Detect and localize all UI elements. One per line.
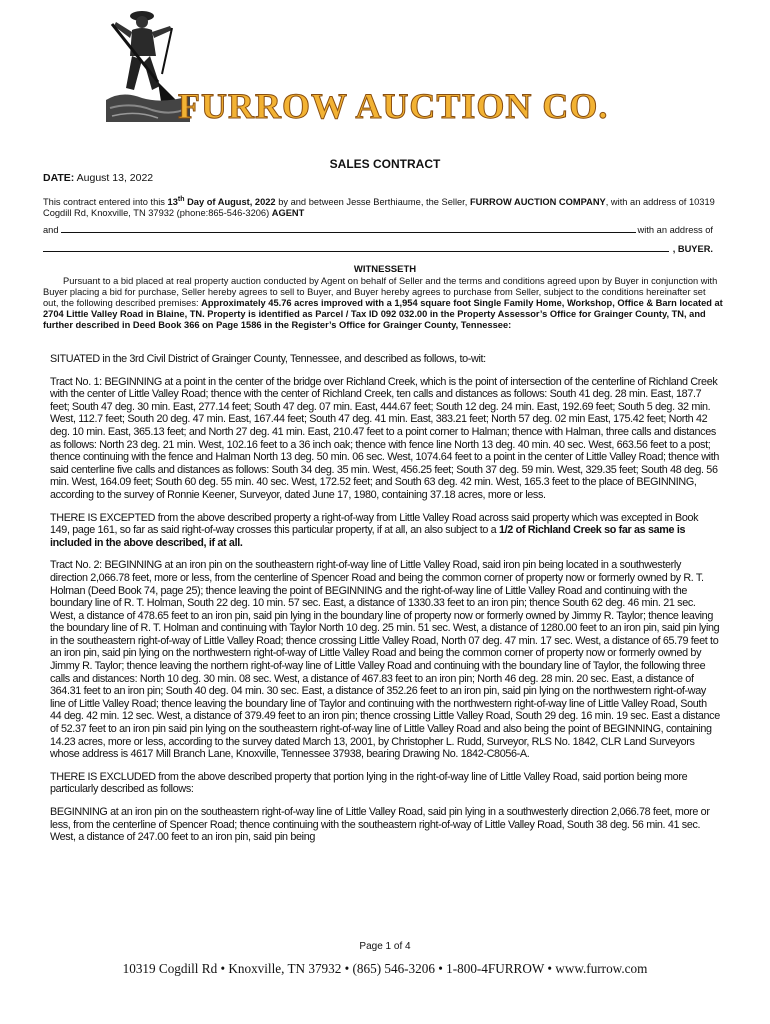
- with-address-label: with an address of: [637, 225, 713, 235]
- intro-day-suffix: th: [177, 196, 185, 203]
- excepted-text: THERE IS EXCEPTED from the above described property a right-of-way from Little Valley Road across said property which was excepted in Book 149, page 161, so far as said right-of-way crosses this particular property, if at all, an also subject to a: [50, 511, 699, 537]
- document-title: SALES CONTRACT: [329, 157, 441, 171]
- page-number: Page 1 of 4: [359, 941, 411, 952]
- intro-day-number: 13: [167, 197, 178, 208]
- intro-text-1: This contract entered into this: [43, 197, 168, 208]
- footer-address: 10319 Cogdill Rd • Knoxville, TN 37932 • (865) 546-3206 • 1-800-4FURROW • www.furrow.com: [122, 961, 648, 976]
- contract-date: [43, 172, 153, 184]
- beginning-paragraph: BEGINNING at an iron pin on the southeastern right-of-way line of Little Valley Road, said pin lying in a southwesterly direction 2,066.78 feet, more or less, from the centerline of Spencer Road; thence continuing with the southeastern right-of-way of Little Valley Road, South 38 deg. 56 min. 41 sec. West, a distance of 247.00 feet to an iron pin, said pin being: [50, 806, 710, 844]
- buyer-name-line: [43, 225, 713, 235]
- excluded-paragraph: THERE IS EXCLUDED from the above described property that portion lying in the right-of-way line of Little Valley Road, said portion being more particularly described as follows:: [50, 770, 688, 796]
- pursuant-text: Pursuant to a bid placed at real property auction conducted by Agent on behalf of Seller and the terms and conditions agreed upon by Buyer in conjunction with Buyer placing a bid for purchase, Seller hereby agrees to sell to Buyer, and Buyer hereby agrees to purchase from Seller, subject to the conditions hereinafter set out, the following described premises:: [43, 276, 718, 308]
- buyer-name-blank[interactable]: [61, 232, 636, 233]
- tract-1-paragraph: Tract No. 1: BEGINNING at a point in the center of the bridge over Richland Creek, which is the point of intersection of the centerline of Richland Creek with the center of Little Valley Road; thence with the center of Richland Creek, ten calls and distances as follows: South 41 deg. 28 min. East, 187.7 feet; South 47 deg. 30 min. East, 277.14 feet; South 47 deg. 07 min. East, 444.67 feet; South 12 deg. 24 min. East, 192.69 feet; South 5 deg. 32 min. West, 112.7 feet; South 20 deg. 47 min. East, 167.44 feet; South 47 deg. 41 min. East, 383.21 feet; North 57 deg. 02 min East, 175.42 feet; North 42 deg. 10 min. East, 365.13 feet; and North 27 deg. 41 min. East, 210.47 feet to a point corner to Halman; thence with Halman, three calls and distances as follows: North 23 deg. 21 min. West, 102.16 feet to a 36 inch oak; thence with fence line North 13 deg. 40 min. 40 sec. West, 663.56 feet to a post; thence continuing with the fence and Halman North 13 deg. 50 min. 06 sec. West, 1074.64 feet to a point in the center of Little Valley Road; thence with said centerline five calls and distances as follows: South 34 deg. 35 min. West, 456.25 feet; South 37 deg. 59 min. West, 329.35 feet; South 48 deg. 56 min. West, 164.09 feet; South 60 deg. 55 min. 40 sec. West, 172.52 feet; and South 63 deg. 42 min. West, 165.3 feet to the place of BEGINNING, according to the survey of Ronnie Keener, Surveyor, dated June 17, 1980, containing 37.18 acres, more or less.: [50, 375, 720, 501]
- and-label: and: [43, 225, 59, 235]
- company-name: FURROW AUCTION CO.: [178, 86, 609, 126]
- buyer-label: , BUYER.: [672, 244, 713, 254]
- intro-agent: AGENT: [271, 208, 305, 219]
- excepted-bold-text: 1/2 of Richland Creek so far as same is included in the above described, if at all.: [50, 524, 686, 549]
- situated-paragraph: SITUATED in the 3rd Civil District of Grainger County, Tennessee, and described as follows, to-wit:: [50, 353, 486, 365]
- date-value: August 13, 2022: [76, 172, 154, 184]
- intro-company: FURROW AUCTION COMPANY: [469, 197, 606, 208]
- buyer-address-blank[interactable]: [43, 251, 669, 252]
- excepted-paragraph: [50, 512, 720, 550]
- pursuant-property-description: Approximately 45.76 acres improved with a 1,954 square foot Single Family Home, Workshop, Office & Barn located at 2704 Little Valley Road in Blaine, TN. Property is identified as Parcel / Tax ID 092 032.00 in the Property Assessor’s Office for Grainger County, TN, and further described in Deed Book 366 on Page 1586 in the Register’s Office for Grainger County, Tennessee:: [43, 298, 723, 330]
- intro-text-3: , with an address of 10319 Cogdill Rd, Knoxville, TN 37932 (phone:865-546-3206): [43, 197, 715, 219]
- date-label: DATE:: [43, 172, 75, 184]
- buyer-address-line: [43, 244, 713, 254]
- tract-2-paragraph: Tract No. 2: BEGINNING at an iron pin on the southeastern right-of-way line of Little Valley Road, said iron pin being located in a southwesterly direction 2,066.78 feet, more or less, from the centerline of Spencer Road and being the common corner of property now or formerly owned by R. T. Holman (Deed Book 74, page 25); thence leaving the point of BEGINNING and the right-of-way line of Little Valley Road and continuing with the boundary line of R. T. Holman, South 22 deg. 10 min. 57 sec. East, a distance of 1330.33 feet to an iron pin; thence South 62 deg. 46 min. 21 sec. West, a distance of 478.65 feet to an iron pin, said pin lying in the boundary line of property now or formerly owned by Jimmy R. Taylor; thence leaving the boundary line of R. T. Holman and continuing with Taylor North 10 deg. 25 min. 51 sec. West, a distance of 1280.00 feet to an iron pin, said pin lying in the southeastern right-of-way of Little Valley Road; thence crossing Little Valley Road, North 07 deg. 47 min. 17 sec. West, a distance of 65.79 feet to an iron pin, said pin lying on the northwestern right-of-way of Little Valley Road and being the common corner of property now or formerly owned by Jimmy R. Taylor; thence leaving the northern right-of-way line of Little Valley Road and continuing with the boundary line of Taylor, the following three calls and distances: North 10 deg. 30 min. 08 sec. West, a distance of 467.83 feet to an iron pin; North 46 deg. 28 min. 20 sec. East, a distance of 364.31 feet to an iron pin; South 40 deg. 04 min. 30 sec. East, a distance of 352.26 feet to an iron pin, said pin lying on the northwestern right-of-way line of Little Valley Road; thence leaving the boundary line of Taylor and continuing with the northwestern right-of-way line of Little Valley Road, South 44 deg. 42 min. 12 sec. West, a distance of 379.49 feet to an iron pin; thence crossing Little Valley Road, South 29 deg. 16 min. 19 sec. East a distance of 52.37 feet to an iron pin said pin lying on the southeastern right-of-way line of Little Valley Road and also being the point of BEGINNING, containing 14.23 acres, more or less, according to the survey dated March 13, 2001, by Christopher L. Rudd, Surveyor, RLS No. 1842, CLR Land Surveyors whose address is 4617 Mill Branch Lane, Knoxville, Tennessee 37938, bearing Drawing No. 1842-C8056-A.: [50, 559, 720, 761]
- legal-description: [50, 353, 720, 854]
- pursuant-paragraph: [43, 276, 723, 331]
- witnesseth-heading: WITNESSETH: [353, 264, 417, 275]
- intro-text-2: by and between Jesse Berthiaume, the Seller,: [275, 197, 470, 208]
- intro-day-rest: Day of August, 2022: [184, 197, 276, 208]
- intro-paragraph: [43, 194, 723, 219]
